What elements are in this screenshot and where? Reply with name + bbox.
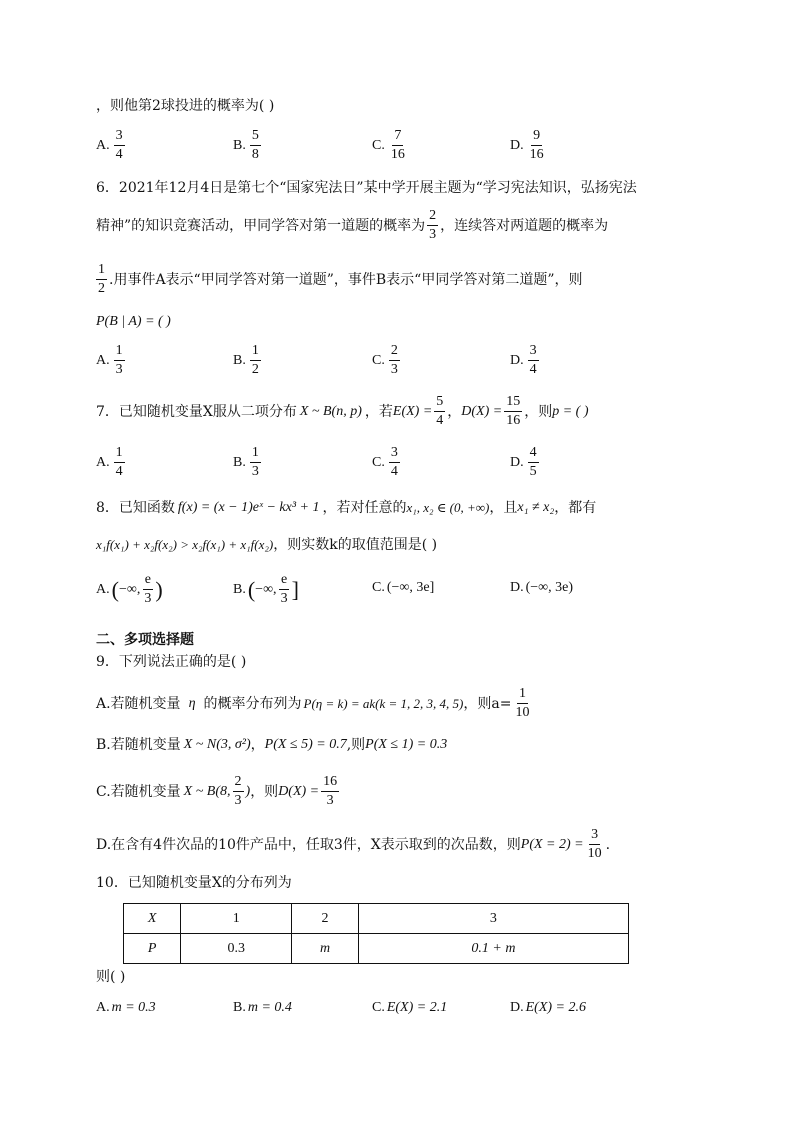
fraction: $\frac{3}{4}$ [529, 343, 537, 377]
q6-option-a[interactable]: A. $\frac{1}{3}$ [96, 343, 123, 377]
q6-line4: P(B | A) = ( ) [96, 314, 171, 329]
q5-option-b[interactable]: B. $\frac{5}{8}$ [233, 128, 259, 162]
fraction: $\frac{e}{3}$ [280, 572, 288, 606]
fraction: $\frac{1}{4}$ [115, 445, 123, 479]
table-cell: 0.1 + m [358, 934, 628, 964]
q8-option-c[interactable]: C. (−∞, 3e] [372, 580, 435, 595]
distribution-table [123, 903, 629, 964]
table-cell: X [124, 904, 181, 934]
fraction: $\frac{2}{3}$ [234, 774, 242, 808]
q10-option-d[interactable]: D. E(X) = 2.6 [510, 1000, 586, 1015]
q7-option-b[interactable]: B. $\frac{1}{3}$ [233, 445, 259, 479]
table-cell: P [124, 934, 181, 964]
q8-stem-line2: x₁f(x₁) + x₂f(x₂) > x₂f(x₁) + x₁f(x₂) ，则实数k的取值范围是( ) [96, 537, 438, 553]
fraction: $\frac{9}{16}$ [529, 128, 544, 162]
table-row [124, 934, 629, 964]
q9-option-c[interactable]: C.若随机变量 X ~ B(8, $\frac{2}{3}$ ) ，则 D(X) = $\frac{16}{3}$ [96, 774, 338, 808]
q10-option-b[interactable]: B. m = 0.4 [233, 1000, 292, 1015]
q8-option-d[interactable]: D. (−∞, 3e) [510, 580, 574, 595]
q10-option-a[interactable]: A. m = 0.3 [96, 1000, 156, 1015]
q8-stem-line1: 8．已知函数 f(x) = (x − 1)eˣ − kx³ + 1 ，若对任意的 x₁, x₂ ∈ (0, +∞) ，且 x₁ ≠ x₂ ，都有 [96, 500, 597, 516]
q5-tail: ，则他第2球投进的概率为( ) [96, 98, 275, 114]
q9-option-d[interactable]: D.在含有4件次品的10件产品中，任取3件，X表示取到的次品数，则 P(X = 2) = $\frac{3}{10}$ . [96, 827, 611, 861]
fraction: $\frac{16}{3}$ [323, 774, 338, 808]
fraction: $\frac{e}{3}$ [144, 572, 152, 606]
q10-stem: 10．已知随机变量X的分布列为 [96, 875, 292, 891]
fraction: $\frac{15}{16}$ [506, 394, 521, 428]
section-heading: 二、多项选择题 [96, 632, 194, 648]
q6-option-d[interactable]: D. $\frac{3}{4}$ [510, 343, 537, 377]
table-row [124, 904, 629, 934]
q8-option-b[interactable]: B. ( −∞, $\frac{e}{3}$ ] [233, 572, 299, 606]
fraction: $\frac{2}{3}$ [429, 208, 437, 242]
table-cell: 1 [181, 904, 292, 934]
q7-stem: 7．已知随机变量X服从二项分布 X ~ B(n, p) ，若 E(X) = $\frac{5}{4}$ ， D(X) = $\frac{15}{16}$ ，则 p = ( ) [96, 394, 589, 428]
fraction: $\frac{4}{5}$ [529, 445, 537, 479]
fraction: $\frac{5}{4}$ [436, 394, 444, 428]
q9-option-b[interactable]: B.若随机变量 X ~ N(3, σ²) ， P(X ≤ 5) = 0.7 ,则 P(X ≤ 1) = 0.3 [96, 737, 448, 753]
q8-option-a[interactable]: A. ( −∞, $\frac{e}{3}$ ) [96, 572, 163, 606]
table-cell: 2 [292, 904, 359, 934]
table-cell: 0.3 [181, 934, 292, 964]
q7-option-d[interactable]: D. $\frac{4}{5}$ [510, 445, 537, 479]
q6-option-c[interactable]: C. $\frac{2}{3}$ [372, 343, 398, 377]
q9-option-a[interactable]: A.若随机变量 η 的概率分布列为 P(η = k) = ak(k = 1, 2, 3, 4, 5) ，则a= $\frac{1}{10}$ [96, 686, 530, 720]
fraction: $\frac{1}{10}$ [515, 686, 530, 720]
fraction: $\frac{1}{3}$ [115, 343, 123, 377]
fraction: $\frac{7}{16}$ [390, 128, 405, 162]
fraction: $\frac{1}{2}$ [98, 262, 105, 296]
q5-option-c[interactable]: C. $\frac{7}{16}$ [372, 128, 405, 162]
q6-line3: $\frac{1}{2}$ .用事件A表示“甲同学答对第一道题”，事件B表示“甲同学答对第二道题”，则 [98, 262, 583, 296]
fraction: $\frac{1}{2}$ [251, 343, 259, 377]
table-cell: 3 [358, 904, 628, 934]
q7-option-a[interactable]: A. $\frac{1}{4}$ [96, 445, 123, 479]
fraction: $\frac{5}{8}$ [251, 128, 259, 162]
q10-then: 则( ) [96, 969, 126, 985]
q5-option-a[interactable]: A. $\frac{3}{4}$ [96, 128, 123, 162]
q5-option-d[interactable]: D. $\frac{9}{16}$ [510, 128, 544, 162]
q6-line2: 精神”的知识竞赛活动，甲同学答对第一道题的概率为 $\frac{2}{3}$ ，连续答对两道题的概率为 [96, 208, 609, 242]
q7-option-c[interactable]: C. $\frac{3}{4}$ [372, 445, 398, 479]
q6-line1: 6．2021年12月4日是第七个“国家宪法日”某中学开展主题为“学习宪法知识，弘扬宪法 [96, 180, 637, 196]
q9-stem: 9．下列说法正确的是( ) [96, 654, 247, 670]
table-cell: m [292, 934, 359, 964]
fraction: $\frac{3}{4}$ [390, 445, 398, 479]
fraction: $\frac{3}{4}$ [115, 128, 123, 162]
fraction: $\frac{1}{3}$ [251, 445, 259, 479]
fraction: $\frac{2}{3}$ [390, 343, 398, 377]
fraction: $\frac{3}{10}$ [587, 827, 602, 861]
q6-option-b[interactable]: B. $\frac{1}{2}$ [233, 343, 259, 377]
q10-option-c[interactable]: C. E(X) = 2.1 [372, 1000, 448, 1015]
